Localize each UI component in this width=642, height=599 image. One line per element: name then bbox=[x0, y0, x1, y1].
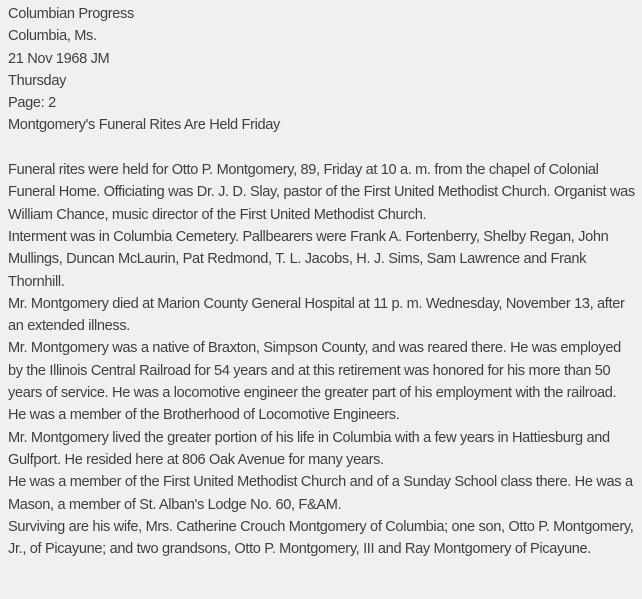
publication-title: Columbian Progress bbox=[8, 6, 134, 22]
publication-date: 21 Nov 1968 JM bbox=[8, 50, 110, 67]
paragraph-survivors: Surviving are his wife, Mrs. Catherine Crouch Montgomery of Columbia; one son, Otto P. Montgomery, Jr., of Picayune; and two grandsons, Otto P. Montgomery, III and Ray Montgomery of Picayune. bbox=[8, 518, 634, 558]
paragraph-residence: Mr. Montgomery lived the greater portion of his life in Columbia with a few years in Hattiesburg and Gulfport. He resided here at 806 Oak Avenue for many years. bbox=[8, 429, 610, 468]
paragraph-death: Mr. Montgomery died at Marion County General Hospital at 11 p. m. Wednesday, November 13, after an extended illness. bbox=[8, 295, 625, 335]
article-body bbox=[8, 159, 636, 560]
paragraph-funeral-rites: Funeral rites were held for Otto P. Montgomery, 89, Friday at 10 a. m. from the chapel of Colonial Funeral Home. Officiating was Dr. J. D. Slay, pastor of the First United Methodist Church. Organist was William Chance, music director of the First United Methodist Church. bbox=[8, 162, 635, 223]
page-number: Page: 2 bbox=[8, 95, 56, 112]
publication-day: Thursday bbox=[8, 72, 67, 89]
publication-location: Columbia, Ms. bbox=[8, 28, 97, 45]
article-headline: Montgomery's Funeral Rites Are Held Friday bbox=[8, 117, 280, 134]
transcript-header bbox=[8, 3, 636, 137]
paragraph-career: Mr. Montgomery was a native of Braxton, Simpson County, and was reared there. He was employed by the Illinois Central Railroad for 54 years and at this retirement was honored for his more than 50 years of service. He was a locomotive engineer the greater part of his employment with the railroad. He was a member of the Brotherhood of Locomotive Engineers. bbox=[8, 340, 621, 424]
paragraph-memberships: He was a member of the First United Methodist Church and of a Sunday School class there. He was a Mason, a member of St. Alban's Lodge No. 60, F&AM. bbox=[8, 474, 633, 513]
paragraph-interment: Interment was in Columbia Cemetery. Pallbearers were Frank A. Fortenberry, Shelby Regan, John Mullings, Duncan McLaurin, Pat Redmond, T. L. Jacobs, H. J. Sims, Sam Lawrence and Frank Thornhill. bbox=[8, 228, 609, 290]
